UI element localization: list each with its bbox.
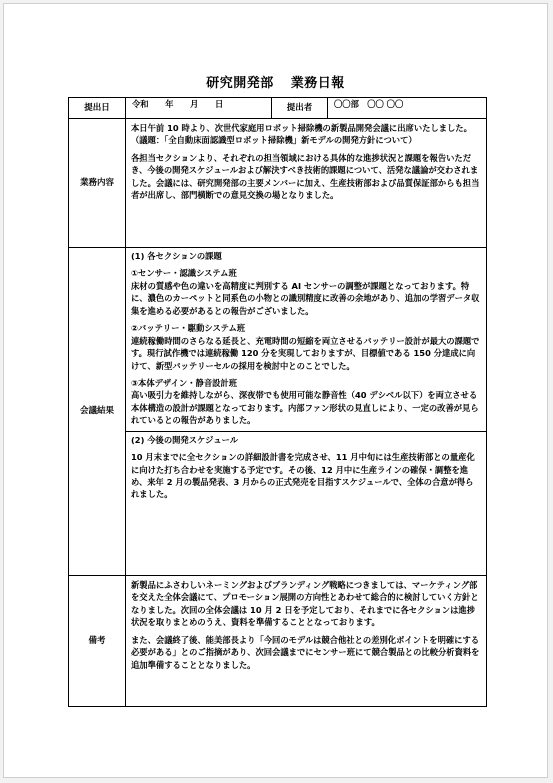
meeting-label: 会議結果 xyxy=(69,248,126,576)
business-paragraph: 各担当セクションより、それぞれの担当領域における具体的な進捗状況と課題を報告いただき、今後の開発スケジュールおよび解決すべき技術的課題について、活発な議論が交わされました。会議には、研究開発部の主要メンバーに加え、生産技術部および品質保証部からも担当者が出席し、部門横断での意見交換の場となりました。 xyxy=(131,152,480,201)
team-title: ③本体デザイン・静音設計班 xyxy=(131,377,238,388)
date-field[interactable]: 令和 年 月 日 xyxy=(126,98,272,119)
meeting-section-schedule xyxy=(126,432,486,510)
business-paragraph: 本日午前 10 時より、次世代家庭用ロボット掃除機の新製品開発会議に出席いたしました。 （議題：「全自動床面認識型ロボット掃除機」新モデルの開発方針について） xyxy=(131,123,472,146)
remarks-paragraph: また、会議終了後、能美部長より「今回のモデルは競合他社との差別化ポイントを明確にする必要がある」とのご指摘があり、次回会議までにセンサー班にて競合製品との比較分析資料を追加準備することとなりました。 xyxy=(131,634,480,670)
report-title xyxy=(4,72,547,91)
title-report: 業務日報 xyxy=(290,76,345,91)
section-heading: (2) 今後の開発スケジュール xyxy=(131,434,239,445)
remarks-content[interactable] xyxy=(126,576,487,707)
submitter-label: 提出者 xyxy=(272,98,328,119)
submitter-field[interactable]: 〇〇部 〇〇 〇〇 xyxy=(328,98,487,119)
document-page xyxy=(3,3,548,778)
date-label: 提出日 xyxy=(69,98,126,119)
meeting-section-issues xyxy=(126,248,486,432)
meeting-content[interactable] xyxy=(126,248,487,576)
header-row xyxy=(69,98,487,119)
team-title: ②バッテリー・駆動システム班 xyxy=(131,323,246,334)
title-department: 研究開発部 xyxy=(206,76,274,91)
team-body: 床材の質感や色の違いを高精度に判別する AI センサーの調整が課題となっております。特に、濃色のカーペットと同系色の小物との識別精度に改善の余地があり、追加の学習データ収集を進める必要があるとの報告がございました。 xyxy=(131,280,480,316)
remarks-row xyxy=(69,576,487,707)
meeting-row xyxy=(69,248,487,576)
report-table xyxy=(68,97,487,707)
remarks-paragraph: 新製品にふさわしいネーミングおよびブランディング戦略につきましては、マーケティング部を交えた全体会議にて、プロモーション展開の方向性とあわせて総合的に検討していく方針となりました。次回の全体会議は 10 月 2 日を予定しており、それまでに各セクションは進捗状況を取りまとめのうえ、資料を準備することとなっております。 xyxy=(131,580,479,628)
team-body: 連続稼働時間のさらなる延長と、充電時間の短縮を両立させるバッテリー設計が最大の課題です。現行試作機では連続稼働 120 分を実現しておりますが、目標値である 150 分達成に向けて、新型バッテリーセルの採用を検討中とのことでした。 xyxy=(131,335,480,371)
remarks-label: 備考 xyxy=(69,576,126,707)
schedule-body: 10 月末までに全セクションの詳細設計書を完成させ、11 月中旬には生産技術部との量産化に向けた打ち合わせを実施する予定です。その後、12 月中に生産ラインの確保・調整を進め、来年 2 月の製品発表、3 月からの正式発売を目指すスケジュールで、全体の合意が得られました。 xyxy=(131,452,475,500)
team-title: ①センサー・認識システム班 xyxy=(131,268,237,279)
business-content[interactable] xyxy=(126,119,487,248)
section-heading: (1) 各セクションの課題 xyxy=(131,251,222,261)
business-row xyxy=(69,119,487,248)
business-label: 業務内容 xyxy=(69,119,126,248)
team-body: 高い吸引力を維持しながら、深夜帯でも使用可能な静音性（40 デシベル以下）を両立させる本体構造の設計が課題となっております。内部ファン形状の見直しにより、一定の改善が見られているとの報告がありました。 xyxy=(131,390,479,426)
